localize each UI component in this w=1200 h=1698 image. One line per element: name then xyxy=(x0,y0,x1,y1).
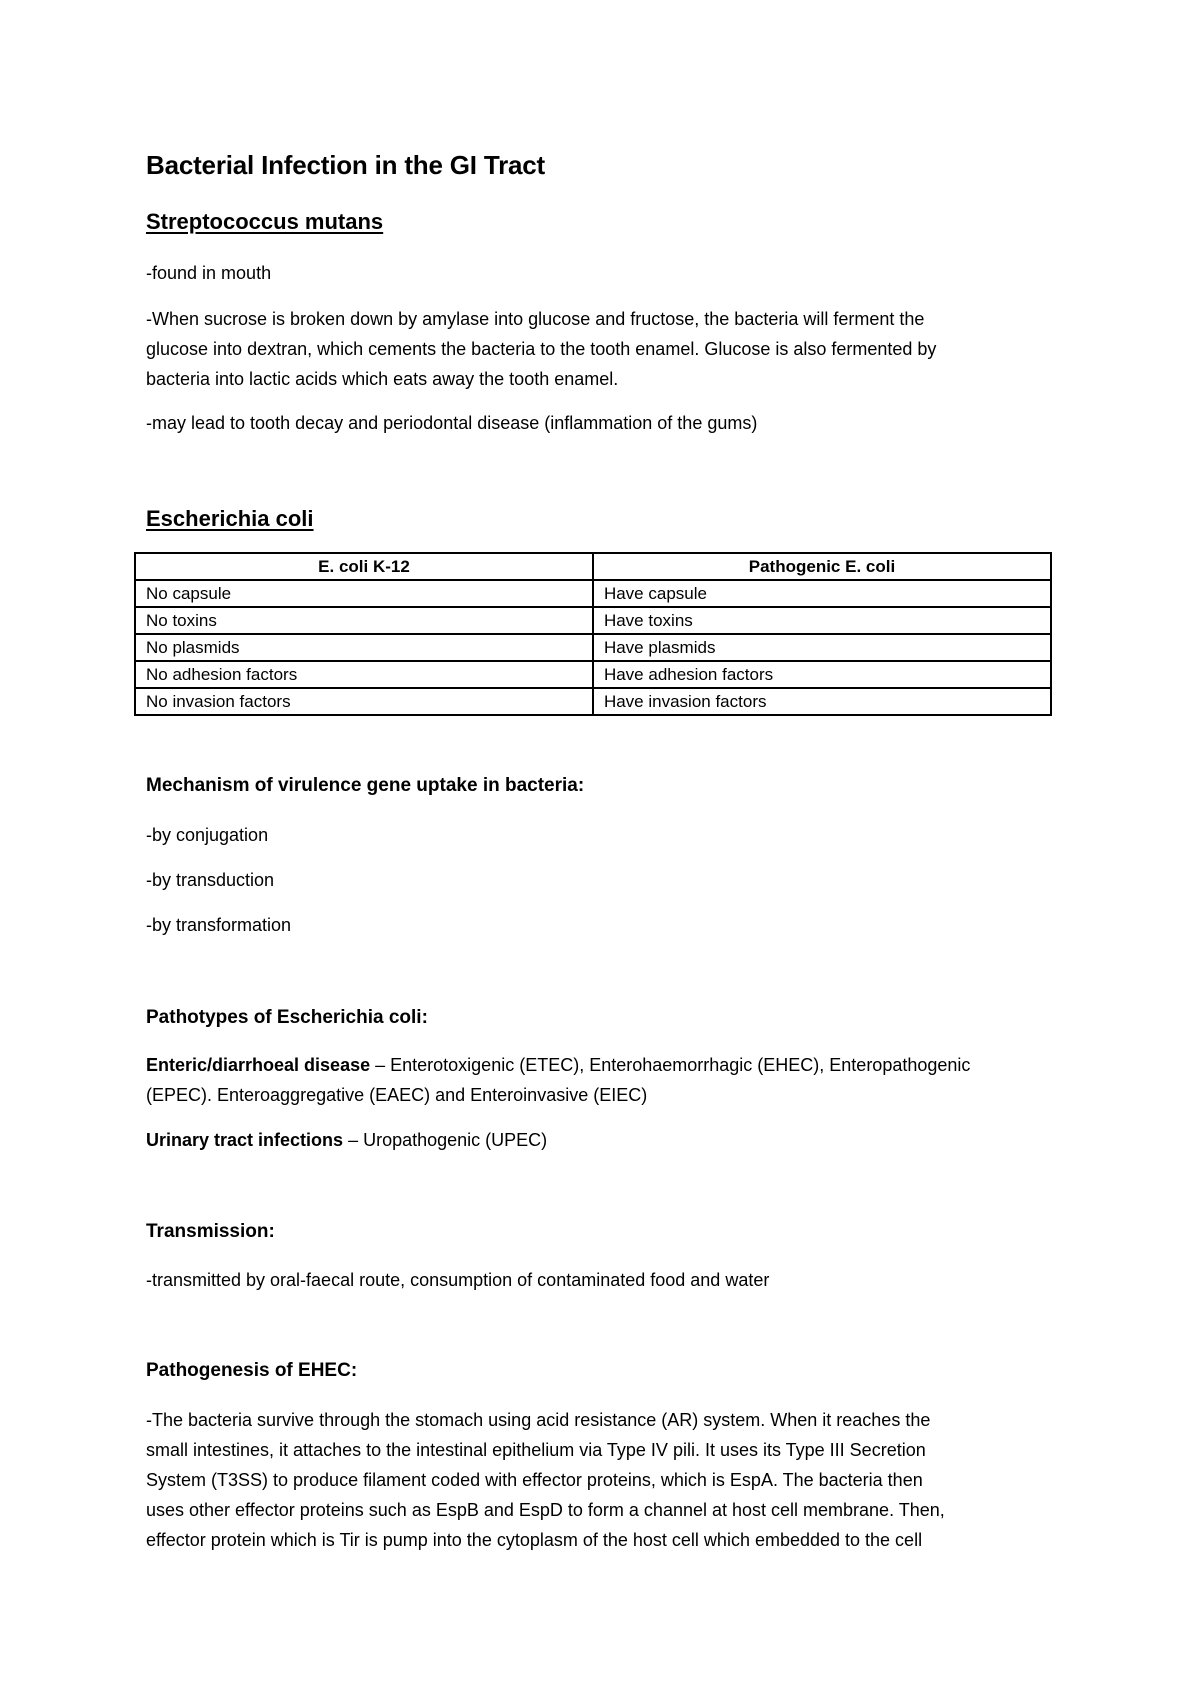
table-row xyxy=(135,688,1051,715)
table-cell: Have plasmids xyxy=(593,634,1051,661)
ecoli-heading: Escherichia coli xyxy=(146,506,314,531)
ecoli-comparison-table xyxy=(134,552,1052,716)
paragraph-line: uses other effector proteins such as EspB and EspD to form a channel at host cell membrane. Then, xyxy=(146,1500,945,1520)
mechanism-item: -by conjugation xyxy=(146,825,269,845)
strep-sucrose-paragraph xyxy=(146,304,1056,394)
table-row xyxy=(135,607,1051,634)
paragraph-line: glucose into dextran, which cements the bacteria to the tooth enamel. Glucose is also fermented by xyxy=(146,339,937,359)
paragraph-line: System (T3SS) to produce filament coded with effector proteins, which is EspA. The bacteria then xyxy=(146,1470,923,1490)
ehec-heading: Pathogenesis of EHEC: xyxy=(146,1360,358,1381)
paragraph-line xyxy=(146,1050,1056,1080)
column-header-pathogenic: Pathogenic E. coli xyxy=(593,553,1051,580)
paragraph-line: bacteria into lactic acids which eats away the tooth enamel. xyxy=(146,369,619,389)
table-cell: No toxins xyxy=(135,607,593,634)
strep-found-in-mouth: -found in mouth xyxy=(146,263,272,283)
enteric-lead: Enteric/diarrhoeal disease xyxy=(146,1055,371,1075)
paragraph-line: small intestines, it attaches to the intestinal epithelium via Type IV pili. It uses its Type III Secretion xyxy=(146,1440,926,1460)
pathotypes-heading: Pathotypes of Escherichia coli: xyxy=(146,1007,428,1028)
enteric-line-text: – Enterotoxigenic (ETEC), Enterohaemorrhagic (EHEC), Enteropathogenic xyxy=(370,1055,971,1075)
strep-heading: Streptococcus mutans xyxy=(146,209,384,234)
table-row xyxy=(135,634,1051,661)
mechanism-item: -by transformation xyxy=(146,915,292,935)
table-cell: No invasion factors xyxy=(135,688,593,715)
pathotypes-enteric-paragraph xyxy=(146,1050,1056,1110)
table-cell: No plasmids xyxy=(135,634,593,661)
paragraph-line: -The bacteria survive through the stomach using acid resistance (AR) system. When it reaches the xyxy=(146,1410,931,1430)
paragraph-line: -When sucrose is broken down by amylase into glucose and fructose, the bacteria will ferment the xyxy=(146,309,925,329)
table-header-row xyxy=(135,553,1051,580)
table-row xyxy=(135,580,1051,607)
document-title: Bacterial Infection in the GI Tract xyxy=(146,150,545,180)
transmission-heading: Transmission: xyxy=(146,1221,275,1242)
table-cell: Have capsule xyxy=(593,580,1051,607)
urinary-lead: Urinary tract infections xyxy=(146,1130,344,1150)
table-cell: No capsule xyxy=(135,580,593,607)
paragraph-line: effector protein which is Tir is pump into the cytoplasm of the host cell which embedded to the cell xyxy=(146,1530,923,1550)
table-cell: Have toxins xyxy=(593,607,1051,634)
mechanism-heading: Mechanism of virulence gene uptake in bacteria: xyxy=(146,775,585,796)
column-header-k12: E. coli K-12 xyxy=(135,553,593,580)
table-cell: Have adhesion factors xyxy=(593,661,1051,688)
table-cell: Have invasion factors xyxy=(593,688,1051,715)
pathotypes-urinary xyxy=(146,1125,547,1155)
table-row xyxy=(135,661,1051,688)
ehec-paragraph xyxy=(146,1405,1056,1555)
strep-decay-note: -may lead to tooth decay and periodontal disease (inflammation of the gums) xyxy=(146,413,758,433)
mechanism-item: -by transduction xyxy=(146,870,275,890)
paragraph-line: (EPEC). Enteroaggregative (EAEC) and Enteroinvasive (EIEC) xyxy=(146,1085,648,1105)
transmission-text: -transmitted by oral-faecal route, consumption of contaminated food and water xyxy=(146,1270,770,1290)
urinary-text: – Uropathogenic (UPEC) xyxy=(343,1130,548,1150)
table-cell: No adhesion factors xyxy=(135,661,593,688)
